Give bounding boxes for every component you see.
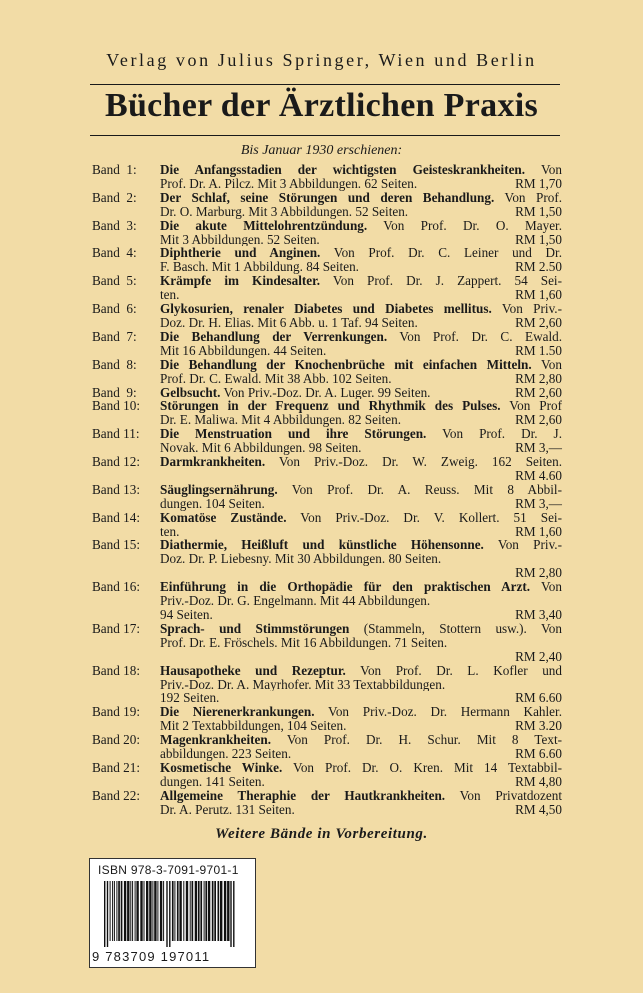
volume-number: Band 20: [92,732,140,748]
book-entry [92,330,562,358]
book-entry [92,274,562,302]
book-line [160,274,562,288]
book-line [160,441,562,455]
book-details: Mit 16 Abbildungen. 44 Seiten. [160,343,327,358]
price: RM 1,60 [515,523,562,539]
book-line [160,719,562,733]
book-title: Magenkrankheiten. [160,733,271,748]
barcode-bar [163,881,164,941]
book-line [160,205,562,219]
book-line [160,789,562,803]
barcode-bar [114,881,115,941]
volume-number: Band 7: [92,328,137,344]
barcode-bar [149,881,151,941]
price: RM 3.20 [515,718,562,734]
book-line [160,455,562,469]
barcode-bar [132,881,133,941]
price: RM 1,70 [515,175,562,191]
book-line [160,497,562,511]
book-title: Der Schlaf, seine Störungen und deren Behandlung. [160,190,495,205]
book-details: Von Prof. Dr. H. Schur. Mit 8 Text- [271,733,562,748]
book-details: Von Prof. Dr. O. Kren. Mit 14 Textabbil- [282,760,562,775]
volume-number: Band 3: [92,217,137,233]
book-title: Die Nierenerkrankungen. [160,705,315,720]
book-line [160,330,562,344]
barcode-bar [200,881,202,941]
book-line [160,260,562,274]
price: RM 2,80 [515,370,562,386]
book-line [160,302,562,316]
book-line [160,316,562,330]
barcode-bar [116,881,117,941]
barcode-icon [104,881,242,947]
book-details: Doz. Dr. H. Elias. Mit 6 Abb. u. 1 Taf. 94 Seiten. [160,315,418,330]
intro-line: Bis Januar 1930 erschienen: [240,143,403,158]
book-title: Diphtherie und Anginen. [160,246,321,261]
volume-number: Band 15: [92,537,140,553]
volume-number: Band 19: [92,704,140,720]
barcode-bar [110,881,111,941]
barcode-bar [205,881,207,941]
price: RM 3,— [515,440,562,456]
barcode-bar [233,881,234,947]
barcode-bar [154,881,156,941]
book-title: Die Behandlung der Verrenkungen. [160,329,388,344]
top-rule [90,84,560,85]
barcode-bar [160,881,162,941]
barcode-bar [230,881,231,947]
book-details: Von Prof. Dr. O. Mayer. [367,218,562,233]
book-entry [92,733,562,761]
book-line [160,358,562,372]
isbn-barcode-block [89,858,256,968]
book-details: Von [531,357,562,372]
barcode-bar [112,881,113,941]
barcode-bar [220,881,222,941]
volume-number: Band 1: [92,162,137,177]
barcode-bar [174,881,175,941]
book-line [160,219,562,233]
book-entry [92,705,562,733]
volume-number: Band 4: [92,245,137,261]
barcode-bar [195,881,197,941]
book-details: Von Prof. [494,190,562,205]
book-entry [92,358,562,386]
book-line [160,650,562,664]
book-details: Von Priv.-Doz. Dr. V. Kollert. 51 Sei- [286,510,562,525]
barcode-bar [140,881,142,941]
volume-number: Band 6: [92,301,137,317]
book-entry [92,580,562,622]
barcode-bar [198,881,200,941]
price: RM 2,80 [515,565,562,581]
book-line [160,691,562,705]
book-line [160,511,562,525]
price: RM 6.60 [515,746,562,762]
book-entry [92,664,562,706]
book-entry [92,246,562,274]
barcode-bar [127,881,129,941]
book-line [160,344,562,358]
price: RM 1,50 [515,231,562,247]
book-title: Allgemeine Theraphie der Hautkrankheiten. [160,788,446,803]
barcode-bar [214,881,216,941]
price: RM 4,50 [515,801,562,817]
book-details: Von Prof. Dr. C. Ewald. [387,329,562,344]
book-details: Novak. Mit 6 Abbildungen. 98 Seiten. [160,441,362,456]
book-line [160,163,562,177]
book-line [160,733,562,747]
book-line [160,288,562,302]
book-line [160,399,562,413]
book-entry [92,538,562,580]
book-line [160,747,562,761]
book-entry [92,761,562,789]
book-details: F. Basch. Mit 1 Abbildung. 84 Seiten. [160,260,359,275]
book-line [160,803,562,817]
book-details: dungen. 141 Seiten. [160,774,265,789]
book-details: (Stammeln, Stottern usw.). Von [349,621,562,636]
price: RM 6.60 [515,690,562,706]
book-line [160,761,562,775]
book-details: Von Priv.- [483,538,562,553]
book-title: Störungen in der Frequenz und Rhythmik des Pulses. [160,399,501,414]
price: RM 2,60 [515,412,562,428]
barcode-bar [204,881,205,941]
volume-number: Band 12: [92,454,140,470]
book-entry [92,427,562,455]
book-line [160,775,562,789]
barcode-bar [104,881,105,947]
book-entry [92,386,562,400]
book-line [160,664,562,678]
barcode-bar [146,881,148,941]
barcode-bar [218,881,220,941]
barcode-bar [192,881,194,941]
book-entry [92,622,562,664]
book-entry [92,163,562,191]
book-title: Säuglingsernährung. [160,482,278,497]
book-line [160,386,562,400]
volume-number: Band 17: [92,620,140,636]
book-details: Von Priv.-Doz. Dr. W. Zweig. 162 Seiten. [265,455,562,469]
book-details: Dr. O. Marburg. Mit 3 Abbildungen. 52 Seiten. [160,204,409,219]
volume-number: Band 8: [92,356,137,372]
book-line [160,525,562,539]
barcode-bar [172,881,174,941]
book-line [160,705,562,719]
book-details: Von Prof. Dr. J. Zappert. 54 Sei- [320,274,562,289]
publisher-line: Verlag von Julius Springer, Wien und Berlin [106,50,537,70]
book-entry [92,219,562,247]
price: RM 1,60 [515,287,562,303]
barcode-bar [224,881,226,941]
book-title: Kosmetische Winke. [160,760,283,775]
barcode-bar [157,881,158,941]
book-line [160,580,562,594]
book-details: dungen. 104 Seiten. [160,496,265,511]
book-line [160,469,562,483]
book-title: Glykosurien, renaler Diabetes und Diabetes mellitus. [160,302,492,316]
volume-number: Band 5: [92,273,137,289]
book-line [160,538,562,552]
volume-number: Band 14: [92,509,140,525]
book-details: Von Prof. Dr. J. [426,427,562,442]
book-details: Dr. E. Maliwa. Mit 4 Abbildungen. 82 Seiten. [160,413,402,428]
book-details: Mit 2 Textabbildungen, 104 Seiten. [160,719,347,734]
volume-number: Band 13: [92,481,140,497]
book-line [160,246,562,260]
price: RM 4,80 [515,773,562,789]
book-details: ten. [160,288,180,303]
price: RM 1,50 [515,203,562,219]
book-line [160,413,562,427]
book-details: 94 Seiten. [160,608,213,622]
book-details: Von Prof. Dr. A. Reuss. Mit 8 Abbil- [277,482,562,497]
book-details: Doz. Dr. P. Liebesny. Mit 30 Abbildungen. 80 Seiten. [160,552,442,567]
book-details: ten. [160,524,180,539]
barcode-bar [227,881,229,941]
volume-number: Band 9: [92,384,137,400]
book-title: Die akute Mittelohrentzündung. [160,218,368,233]
page-title: Bücher der Ärztlichen Praxis [104,87,539,124]
book-title: Darmkrankheiten. [160,455,266,469]
price: RM 4.60 [515,467,562,483]
book-line [160,191,562,205]
book-line [160,483,562,497]
price: RM 2,40 [515,648,562,664]
book-details: Priv.-Doz. Dr. G. Engelmann. Mit 44 Abbildungen. [160,594,431,608]
title-rule [90,135,560,136]
price: RM 1.50 [515,342,562,358]
book-details: Von Priv.-Doz. Dr. A. Luger. 99 Seiten. [220,385,431,400]
barcode-bar [169,881,170,947]
book-title: Diathermie, Heißluft und künstliche Höhensonne. [160,538,484,553]
book-title: Die Behandlung der Knochenbrüche mit einfachen Mitteln. [160,357,532,372]
book-line [160,608,562,622]
barcode-bar [190,881,191,941]
book-line [160,552,562,566]
price: RM 2,60 [515,384,562,400]
barcode-bar [208,881,210,941]
barcode-bar [107,881,108,947]
book-details: abbildungen. 223 Seiten. [160,747,292,761]
book-line [160,622,562,636]
book-details: Prof. Dr. C. Ewald. Mit 38 Abb. 102 Seiten. [160,371,392,386]
book-title: Krämpfe im Kindesalter. [160,274,321,289]
book-title: Sprach- und Stimmstörungen [160,621,350,636]
book-details: Mit 3 Abbildungen. 52 Seiten. [160,232,320,247]
book-entry [92,511,562,539]
barcode-bar [186,881,188,941]
more-volumes-note: Weitere Bände in Vorbereitung. [215,826,428,842]
barcode-bar [124,881,126,941]
book-title: Einführung in die Orthopädie für den praktischen Arzt. [160,580,531,595]
volume-number: Band 10: [92,398,140,414]
volume-number: Band 2: [92,189,137,205]
book-entry [92,302,562,330]
barcode-bar [166,881,167,947]
book-details: Dr. A. Perutz. 131 Seiten. [160,802,295,817]
book-list [92,163,562,817]
book-entry [92,191,562,219]
barcode-bar [118,881,120,941]
volume-number: Band 16: [92,579,140,595]
barcode-bar [144,881,145,941]
barcode-bar [130,881,131,941]
book-title: Komatöse Zustände. [160,510,287,525]
price: RM 2.50 [515,259,562,275]
book-line [160,678,562,692]
book-details: Prof. Dr. A. Pilcz. Mit 3 Abbildungen. 62 Seiten. [160,176,418,191]
barcode-bar [121,881,123,941]
book-details: Von Prof. Dr. L. Kofler und [345,663,562,678]
volume-number: Band 22: [92,787,140,803]
book-line [160,566,562,580]
barcode-bar [152,881,153,941]
barcode-bar [135,881,136,941]
book-entry [92,455,562,483]
book-details: Prof. Dr. E. Fröschels. Mit 16 Abbildungen. 71 Seiten. [160,635,448,650]
book-details: Von Prof. Dr. C. Leiner und Dr. [320,246,562,261]
barcode-bar [177,881,179,941]
book-line [160,594,562,608]
volume-number: Band 21: [92,759,140,775]
book-line [160,427,562,441]
book-line [160,233,562,247]
book-details: Priv.-Doz. Dr. A. Mayrhofer. Mit 33 Textabbildungen. [160,677,446,692]
book-details: Von Priv.- [491,302,562,316]
book-title: Die Anfangsstadien der wichtigsten Geisteskrankheiten. [160,163,526,177]
barcode-bar [183,881,184,941]
barcode-bar [136,881,138,941]
book-title: Gelbsucht. [160,385,221,400]
book-entry [92,483,562,511]
book-details: Von Priv.-Doz. Dr. Hermann Kahler. [314,705,562,720]
book-details: Von Privatdozent [445,788,562,803]
book-line [160,177,562,191]
book-entry [92,789,562,817]
book-details: Von Prof [500,399,562,414]
book-line [160,636,562,650]
barcode-digits: 9 783709 197011 [92,949,211,964]
book-entry [92,399,562,427]
volume-number: Band 11: [92,426,140,442]
volume-number: Band 18: [92,662,140,678]
book-title: Hausapotheke und Rezeptur. [160,663,346,678]
book-details: 192 Seiten. [160,691,220,706]
barcode-bar [212,881,214,941]
price: RM 3,— [515,495,562,511]
book-title: Die Menstruation und ihre Störungen. [160,427,427,442]
book-line [160,372,562,386]
isbn-label: ISBN 978-3-7091-9701-1 [98,863,239,877]
barcode-bar [179,881,181,941]
book-details: Von [530,580,562,595]
book-details: Von [525,163,562,177]
price: RM 2,60 [515,314,562,330]
price: RM 3,40 [515,607,562,622]
